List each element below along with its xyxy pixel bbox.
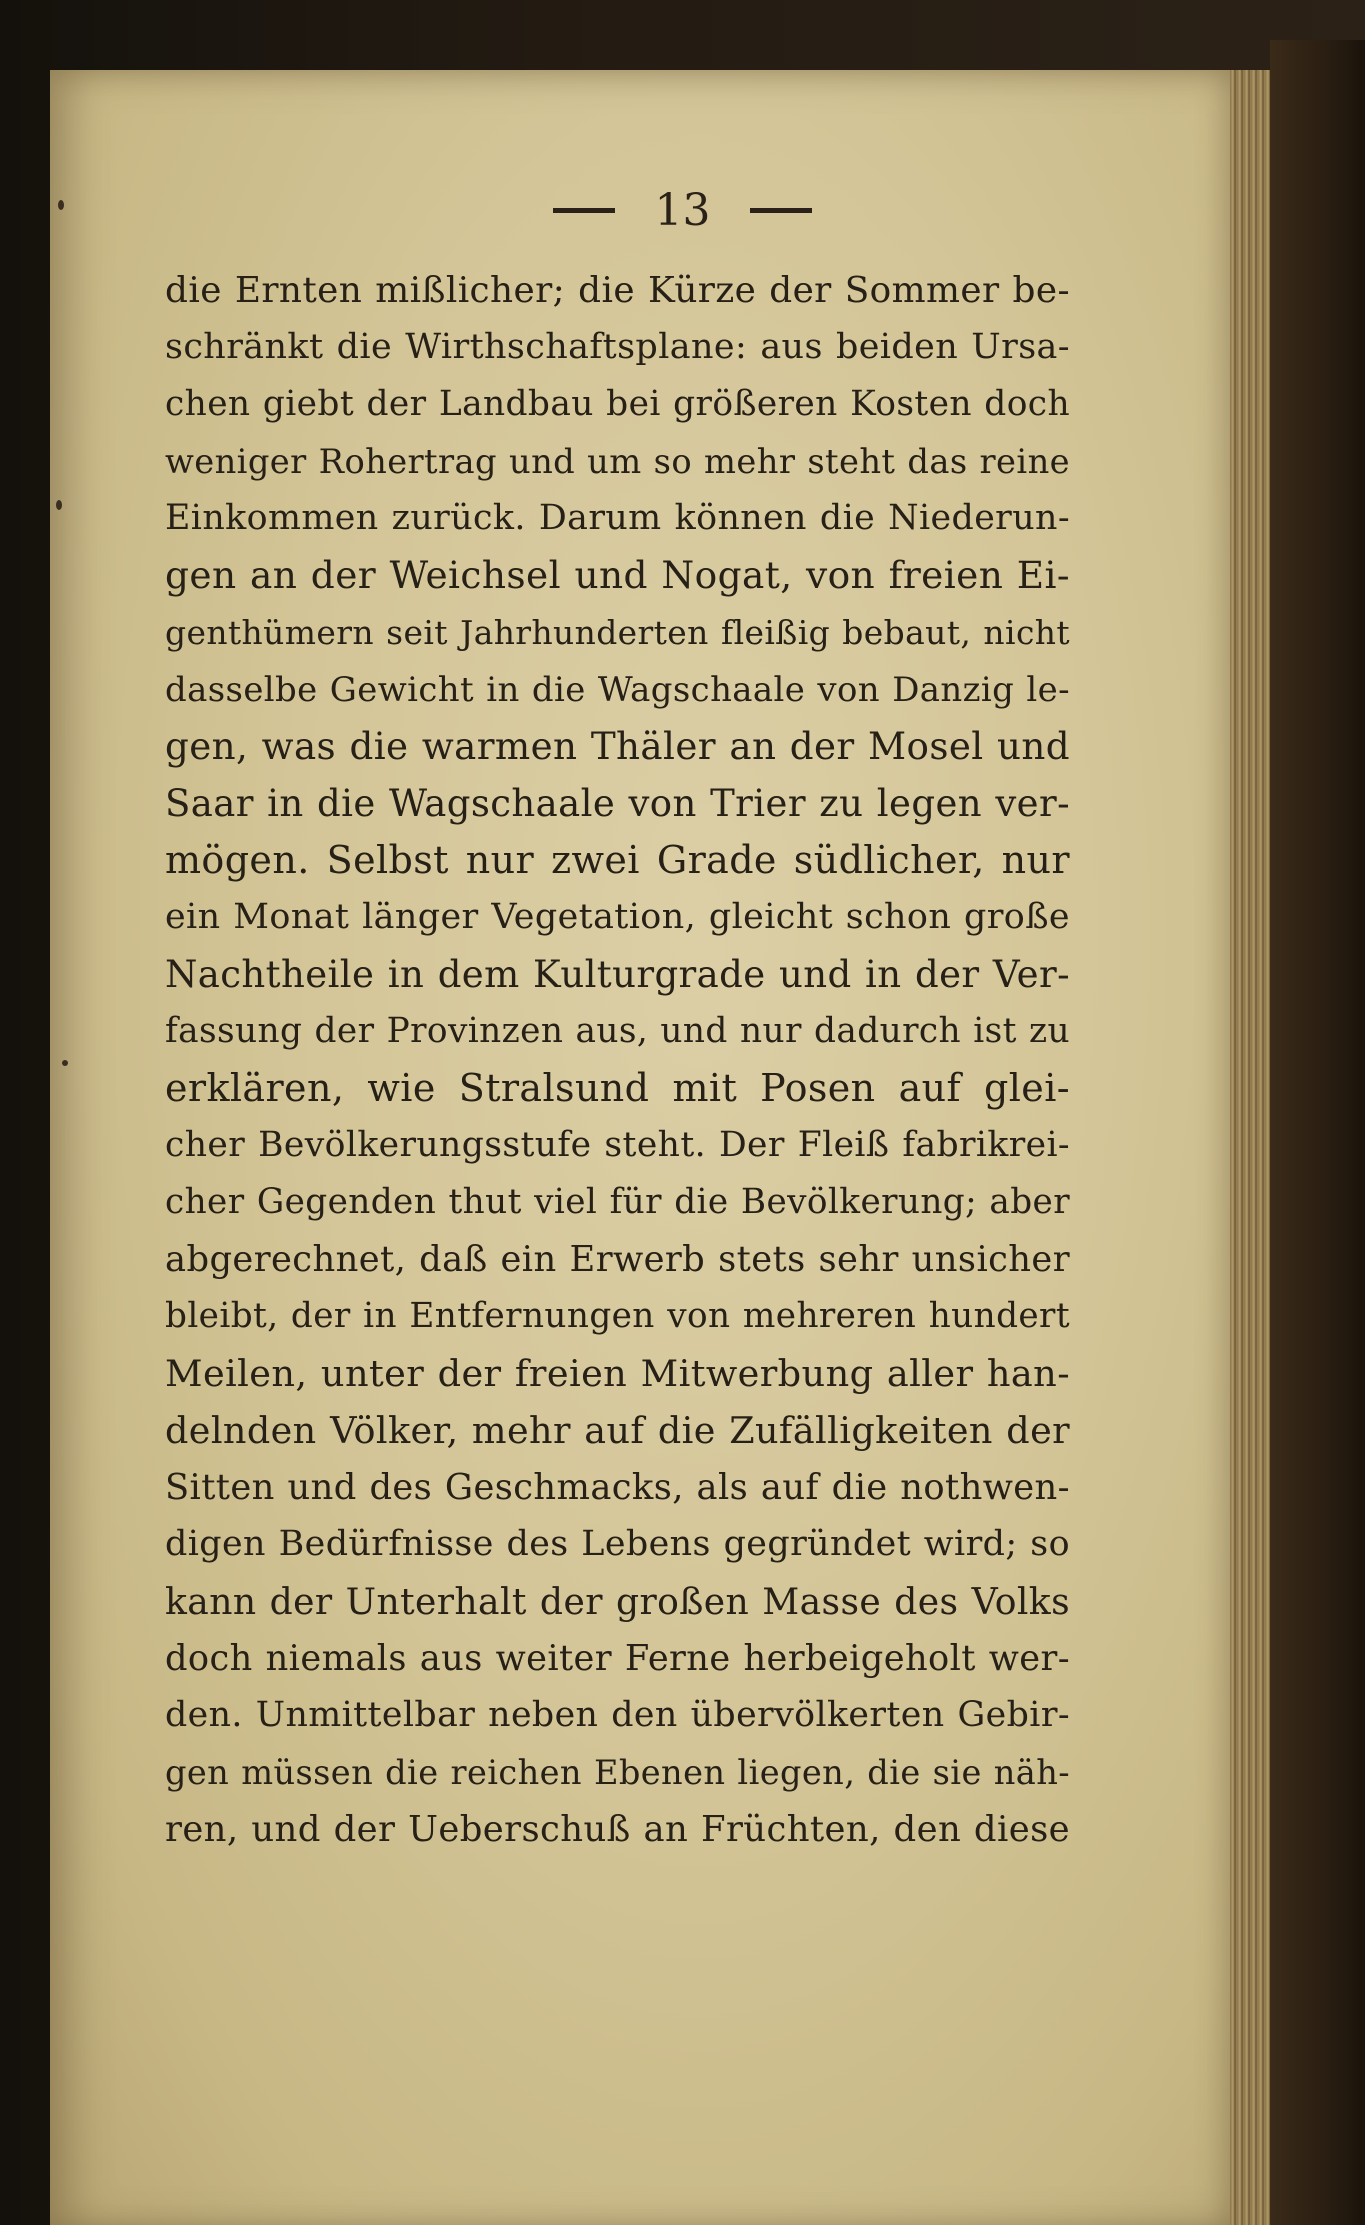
- text-line: Meilen, unter der freien Mitwerbung aller han-: [165, 1352, 1070, 1395]
- text-line: ein Monat länger Vegetation, gleicht schon große: [165, 897, 1070, 937]
- text-line: die Ernten mißlicher; die Kürze der Sommer be-: [165, 270, 1070, 311]
- text-line: Nachtheile in dem Kulturgrade und in der Ver-: [165, 953, 1070, 996]
- page-header: [0, 185, 1365, 236]
- text-line: delnden Völker, mehr auf die Zufälligkeiten der: [165, 1409, 1070, 1452]
- text-line: Sitten und des Geschmacks, als auf die nothwen-: [165, 1467, 1070, 1508]
- text-line: erklären, wie Stralsund mit Posen auf glei-: [165, 1066, 1070, 1110]
- text-line: schränkt die Wirthschaftsplane: aus beiden Ursa-: [165, 327, 1070, 367]
- header-dash-left: [553, 208, 615, 213]
- text-line: Saar in die Wagschaale von Trier zu legen ver-: [165, 782, 1070, 825]
- text-line: genthümern seit Jahrhunderten fleißig bebaut, nicht: [165, 613, 1070, 652]
- book-cover: [1270, 40, 1365, 2225]
- text-line: doch niemals aus weiter Ferne herbeigeholt wer-: [165, 1638, 1070, 1679]
- text-line: chen giebt der Landbau bei größeren Kosten doch: [165, 384, 1070, 424]
- margin-mark: [56, 500, 62, 510]
- text-line: cher Bevölkerungsstufe steht. Der Fleiß fabrikrei-: [165, 1125, 1070, 1165]
- text-line: abgerechnet, daß ein Erwerb stets sehr unsicher: [165, 1239, 1070, 1280]
- text-line: weniger Rohertrag und um so mehr steht das reine: [165, 442, 1070, 481]
- text-line: gen, was die warmen Thäler an der Mosel und: [165, 724, 1070, 768]
- header-dash-right: [750, 208, 812, 213]
- text-line: cher Gegenden thut viel für die Bevölkerung; aber: [165, 1182, 1070, 1222]
- text-line: kann der Unterhalt der großen Masse des Volks: [165, 1580, 1070, 1623]
- text-line: gen müssen die reichen Ebenen liegen, die sie näh-: [165, 1753, 1070, 1792]
- page-number: 13: [654, 185, 711, 236]
- text-line: mögen. Selbst nur zwei Grade südlicher, nur: [165, 838, 1070, 882]
- text-line: Einkommen zurück. Darum können die Niederun-: [165, 498, 1070, 538]
- text-line: gen an der Weichsel und Nogat, von freien Ei-: [165, 553, 1070, 597]
- margin-mark: [62, 1060, 68, 1066]
- text-line: digen Bedürfnisse des Lebens gegründet wird; so: [165, 1524, 1070, 1564]
- text-line: den. Unmittelbar neben den übervölkerten Gebir-: [165, 1695, 1070, 1735]
- page-edges: [1230, 70, 1270, 2225]
- text-line: bleibt, der in Entfernungen von mehreren hundert: [165, 1296, 1070, 1336]
- body-text: [165, 262, 1070, 1858]
- text-line: ren, und der Ueberschuß an Früchten, den diese: [165, 1809, 1070, 1850]
- text-line: dasselbe Gewicht in die Wagschaale von Danzig le-: [165, 670, 1070, 709]
- text-line: fassung der Provinzen aus, und nur dadurch ist zu: [165, 1011, 1070, 1051]
